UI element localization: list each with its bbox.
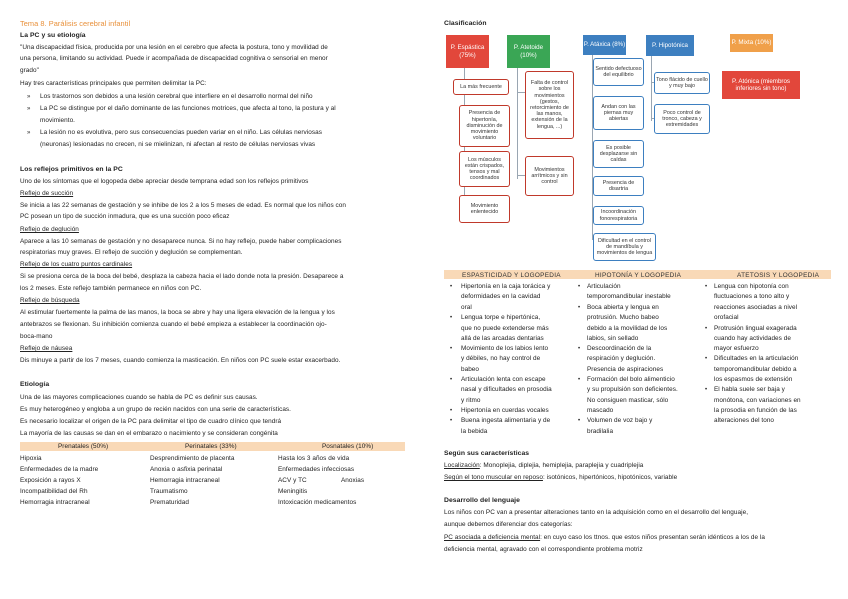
ataxic-box: Sentido defectuoso del equilibrio xyxy=(593,58,644,86)
table-cell: Incompatibilidad del Rh xyxy=(20,488,88,495)
column-item: la prosodia en función de las xyxy=(714,407,797,414)
bullet-icon: • xyxy=(705,356,708,362)
reflex-text: Se inicia a las 22 semanas de gestación y se inhibe de los 2 a los 5 meses de edad. Es normal que los niños con xyxy=(20,202,346,209)
column-item: y débiles, no hay control de xyxy=(461,355,541,362)
bullet-icon: • xyxy=(578,418,581,424)
reflex-text: PC posean un tipo de succión inmadura, que es una succión poco eficaz xyxy=(20,213,230,220)
language-heading: Desarrollo del lenguaje xyxy=(444,497,520,504)
column-item: monótona, con variaciones en xyxy=(714,397,801,404)
column-item: Lengua con hipotonía con xyxy=(714,283,789,290)
column-item: y ritmo xyxy=(461,397,481,404)
table-cell: Enfermedades de la madre xyxy=(20,466,99,473)
column-item: No consiguen masticar, sólo xyxy=(587,397,669,404)
table-header-cell: Perinatales (33%) xyxy=(185,443,237,450)
characteristic-text: (neuronas) lesionadas no crecen, ni se mielinizan, ni afectan al resto de células nerviosas vivas xyxy=(40,141,316,148)
reflex-name: Reflejo de deglución xyxy=(20,226,79,233)
ataxic-box: Dificultad en el control de mandíbula y movimientos de lengua xyxy=(593,233,656,261)
connector-line xyxy=(651,56,652,121)
hypotonic-box: Tono flácido de cuello y muy bajo xyxy=(654,72,710,94)
column-item: que no puede extenderse más xyxy=(461,325,549,332)
ataxic-box: Andan con las piernas muy abiertas xyxy=(593,96,644,130)
mental-text: : en cuyo caso los ttnos. que estos niños presentan serán idénticos a los de la xyxy=(540,534,766,541)
section-heading-etiology-causes: Etiología xyxy=(20,381,50,388)
table-cell: Anoxia o asfixia perinatal xyxy=(150,466,223,473)
etiology-line: Es muy heterogéneo y engloba a un grupo de recién nacidos con una serie de características. xyxy=(20,406,291,413)
column-item: protrusión. Mucho babeo xyxy=(587,314,659,321)
column-item: Movimiento de los labios lento xyxy=(461,345,549,352)
bullet-icon: • xyxy=(705,387,708,393)
bullet-icon: » xyxy=(27,106,31,112)
column-item: Hipertonía en la caja torácica y xyxy=(461,283,551,290)
bullet-icon: • xyxy=(450,418,453,424)
column-item: allá de las arcadas dentarias xyxy=(461,335,544,342)
column-item: Formación del bolo alimenticio xyxy=(587,376,675,383)
column-item: cuando hay actividades de xyxy=(714,335,791,342)
ataxic-box: Es posible desplazarse sin caídas xyxy=(593,140,644,168)
connector-line xyxy=(518,92,525,93)
reflex-text: Aparece a las 10 semanas de gestación y no desaparece nunca. Si no hay reflejo, puede haber complicaciones xyxy=(20,238,342,245)
type-athetoid: P. Atetoide (10%) xyxy=(507,35,550,68)
reflex-text: Dis minuye a partir de los 7 meses, cuando comienza la masticación. En niños con PC suele estar exacerbado. xyxy=(20,357,341,364)
reflex-text: boca-mano xyxy=(20,333,53,340)
table-cell: Hipoxia xyxy=(20,455,42,462)
bullet-icon: • xyxy=(450,284,453,290)
mental-line-2: deficiencia mental, agravado con el correspondiente problema motriz xyxy=(444,546,643,553)
column-item: mascado xyxy=(587,407,614,414)
reflex-text: los 2 meses. Este reflejo también permanece en niños con PC. xyxy=(20,285,202,292)
column-item: y su propulsión son deficientes. xyxy=(587,386,678,393)
tone-label: Según el tono muscular en reposo xyxy=(444,474,543,481)
bullet-icon: • xyxy=(578,305,581,311)
reflex-name: Reflejo de náusea xyxy=(20,345,73,352)
quote-line: "Una discapacidad física, producida por una lesión en el cerebro que afecta la postura, tono y movilidad de xyxy=(20,44,328,51)
type-atonic: P. Atónica (miembros inferiores sin tono) xyxy=(722,71,800,99)
column-item: labios, sin sellado xyxy=(587,335,639,342)
column-item: Volumen de voz bajo y xyxy=(587,417,653,424)
type-ataxic: P. Atáxica (8%) xyxy=(583,35,626,55)
section-heading-reflexes: Los reflejos primitivos en la PC xyxy=(20,166,123,173)
bullet-icon: • xyxy=(450,377,453,383)
reflex-name: Reflejo de succión xyxy=(20,190,74,197)
characteristic-text: La PC se distingue por el daño dominante de las funciones motrices, que afecta al tono, la postura y al xyxy=(40,105,336,112)
column-item: los espasmos de extensión xyxy=(714,376,793,383)
bullet-icon: » xyxy=(27,94,31,100)
column-item: Articulación xyxy=(587,283,621,290)
table-header-cell: Prenatales (50%) xyxy=(58,443,109,450)
section-heading-etiology: La PC y su etiología xyxy=(20,32,86,39)
reflex-text: Si se presiona cerca de la boca del bebé, desplaza la cabeza hacia el lado donde nota la presión. Desaparece a xyxy=(20,273,344,280)
mental-line xyxy=(444,535,765,541)
column-item: la bebida xyxy=(461,428,488,435)
spastic-box: La más frecuente xyxy=(453,79,509,95)
characteristic-text: La lesión no es evolutiva, pero sus consecuencias pueden variar en el niño. Las células nerviosas xyxy=(40,129,322,136)
mental-label: PC asociada a deficiencia mental xyxy=(444,534,541,541)
column-item: Protrusión lingual exagerada xyxy=(714,325,797,332)
quote-line: una persona, limitando su actividad. Puede ir acompañada de discapacidad cognitiva o sensorial en menor xyxy=(20,55,328,62)
table-cell: Anoxias xyxy=(341,477,365,484)
connector-line xyxy=(517,67,518,179)
column-header: HIPOTONÍA Y LOGOPEDIA xyxy=(595,272,682,279)
table-cell: Hasta los 3 años de vida xyxy=(278,455,350,462)
bullet-icon: • xyxy=(578,377,581,383)
column-item: alteraciones del tono xyxy=(714,417,775,424)
table-cell: Intoxicación medicamentos xyxy=(278,499,357,506)
table-cell: Hemorragia intracraneal xyxy=(20,499,90,506)
language-line: Los niños con PC van a presentar alteraciones tanto en la adquisición como en el desarrollo del lenguaje, xyxy=(444,509,749,516)
table-cell: Meningitis xyxy=(278,488,308,495)
table-cell: Hemorragia intracraneal xyxy=(150,477,220,484)
bullet-icon: • xyxy=(705,284,708,290)
spastic-box: Los músculos están crispados, tensos y mal coordinados xyxy=(459,151,510,187)
column-item: Descoordinación de la xyxy=(587,345,652,352)
etiology-line: La mayoría de las causas se dan en el embarazo o nacimiento y se consideran congénita xyxy=(20,430,278,437)
reflex-name: Reflejo de búsqueda xyxy=(20,297,80,304)
column-item: El habla suele ser baja y xyxy=(714,386,785,393)
table-cell: Exposición a rayos X xyxy=(20,477,81,484)
table-cell: Enfermedades infecciosas xyxy=(278,466,355,473)
column-item: orofacial xyxy=(714,314,739,321)
table-header-cell: Posnatales (10%) xyxy=(322,443,374,450)
language-line: aunque debemos diferenciar dos categorías: xyxy=(444,521,573,528)
reflex-text: antebrazos se flexionan. Su inhibición comienza cuando el bebé empieza a establecer la coordinación ojo- xyxy=(20,321,327,328)
athetoid-box: Movimientos arrítmicos y sin control xyxy=(525,156,574,196)
column-header: ATETOSIS Y LOGOPEDIA xyxy=(737,272,820,279)
bullet-icon: • xyxy=(705,326,708,332)
table-cell: ACV y TC xyxy=(278,477,307,484)
column-item: respiración y deglución. xyxy=(587,355,656,362)
column-item: nasal y dificultades en prosodia xyxy=(461,386,552,393)
column-item: Presencia de aspiraciones xyxy=(587,366,664,373)
bullet-icon: • xyxy=(578,284,581,290)
column-item: temporomandibular inestable xyxy=(587,293,671,300)
characteristic-text: Los trastornos son debidos a una lesión cerebral que interfiere en el desarrollo normal del niño xyxy=(40,93,313,100)
classification-heading: Clasificación xyxy=(444,20,487,27)
connector-line xyxy=(518,175,525,176)
characteristic-text: movimiento. xyxy=(40,117,75,124)
column-item: babeo xyxy=(461,366,480,373)
reflex-text: respiratorias muy graves. El reflejo de succión y deglución se complementan. xyxy=(20,249,243,256)
localization-label: Localización xyxy=(444,462,480,469)
spastic-box: Presencia de hipertonía, disminución de movimiento voluntario xyxy=(459,105,510,147)
column-item: mayor esfuerzo xyxy=(714,345,759,352)
column-item: Dificultades en la articulación xyxy=(714,355,799,362)
type-mixed: P. Mixta (10%) xyxy=(730,34,773,52)
type-spastic: P. Espástica (75%) xyxy=(446,35,489,68)
bullet-icon: • xyxy=(450,408,453,414)
type-hypotonic: P. Hipotónica xyxy=(646,35,694,56)
characteristics-intro: Hay tres características principales que permiten delimitar la PC: xyxy=(20,80,207,87)
etiology-line: Una de las mayores complicaciones cuando se habla de PC es definir sus causas. xyxy=(20,394,258,401)
column-item: Articulación lenta con escape xyxy=(461,376,546,383)
column-item: reacciones asociadas a nivel xyxy=(714,304,798,311)
bullet-icon: • xyxy=(450,315,453,321)
bullet-icon: » xyxy=(27,130,31,136)
table-cell: Prematuridad xyxy=(150,499,189,506)
column-item: Boca abierta y lengua en xyxy=(587,304,659,311)
column-header: ESPASTICIDAD Y LOGOPEDIA xyxy=(462,272,561,279)
tone-line xyxy=(444,475,677,481)
column-item: temporomandibular debido a xyxy=(714,366,797,373)
bullet-icon: • xyxy=(450,346,453,352)
column-item: deformidades en la cavidad xyxy=(461,293,541,300)
column-item: oral xyxy=(461,304,472,311)
column-item: debido a la movilidad de los xyxy=(587,325,668,332)
quote-line: grado" xyxy=(20,67,39,74)
column-item: fluctuaciones a tono alto y xyxy=(714,293,790,300)
hypotonic-box: Poco control de tronco, cabeza y extremidades xyxy=(654,104,710,134)
column-item: bradilalia xyxy=(587,428,614,435)
reflex-intro: Uno de los síntomas que el logopeda debe apreciar desde temprana edad son los reflejos primitivos xyxy=(20,178,309,185)
tone-text: : isotónicos, hipertónicos, hipotónicos, variable xyxy=(542,474,678,481)
table-cell: Traumatismo xyxy=(150,488,188,495)
characteristics-heading: Según sus características xyxy=(444,450,530,457)
spastic-box: Movimiento enlentecido xyxy=(459,195,510,223)
ataxic-box: Presencia de disartria xyxy=(593,176,644,196)
ataxic-box: Incoordinación fonorespiratoria xyxy=(593,206,644,225)
column-item: Lengua torpe e hipertónica, xyxy=(461,314,541,321)
reflex-text: Al estimular fuertemente la palma de las manos, la boca se abre y hay una ligera elevación de la lengua y los xyxy=(20,309,335,316)
column-item: Buena ingesta alimentaria y de xyxy=(461,417,551,424)
bullet-icon: • xyxy=(578,346,581,352)
localization-line xyxy=(444,463,643,469)
etiology-line: Es necesario localizar el origen de la PC para delimitar el tipo de cuadro clínico que tendrá xyxy=(20,418,282,425)
reflex-name: Reflejo de los cuatro puntos cardinales xyxy=(20,261,133,268)
athetoid-box: Falta de control sobre los movimientos (gestos, retorcimiento de las manos, extensión de la lengua, ...) xyxy=(525,71,574,139)
localization-text: : Monoplejia, diplejia, hemiplejia, paraplejia y cuadriplejia xyxy=(479,462,644,469)
page-title: Tema 8. Parálisis cerebral infantil xyxy=(20,19,131,28)
column-item: Hipertonía en cuerdas vocales xyxy=(461,407,549,414)
table-cell: Desprendimiento de placenta xyxy=(150,455,235,462)
